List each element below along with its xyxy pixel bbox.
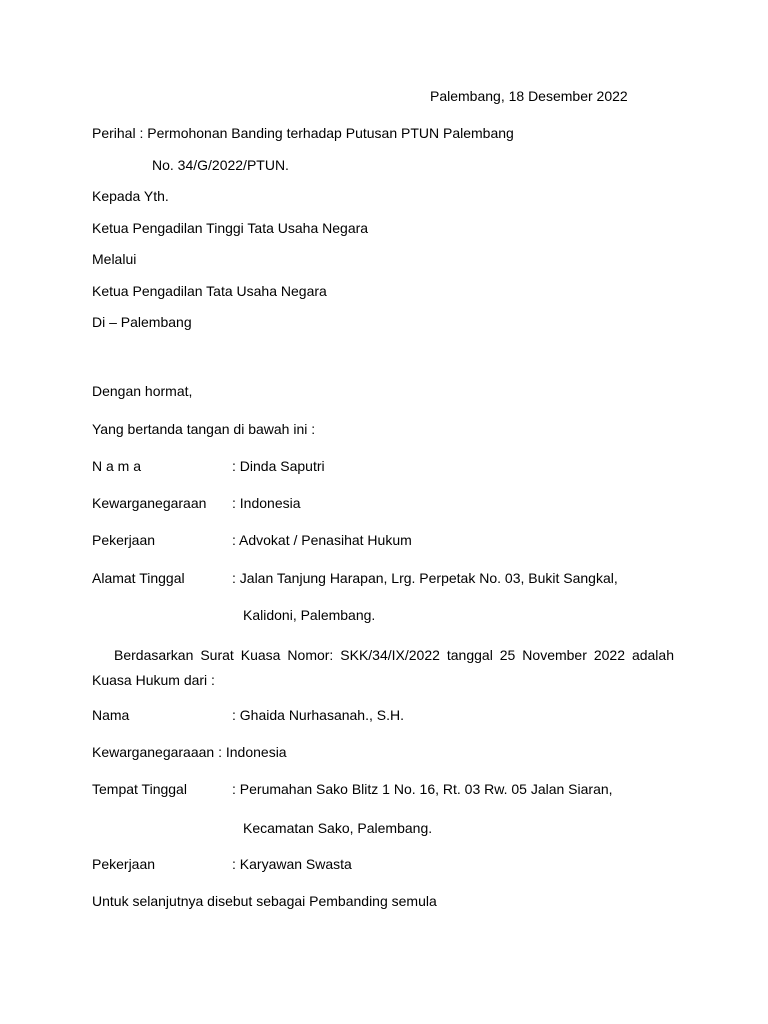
recipient-greeting: Kepada Yth. bbox=[92, 188, 169, 204]
authority-paragraph bbox=[92, 643, 674, 693]
client-address-row bbox=[92, 781, 613, 797]
client-name-row bbox=[92, 707, 404, 723]
intro-line: Yang bertanda tangan di bawah ini : bbox=[92, 421, 316, 437]
client-name-label: Nama bbox=[92, 707, 130, 723]
signer-job-row bbox=[92, 532, 412, 548]
signer-citizenship-value: : Indonesia bbox=[232, 495, 301, 511]
signer-address-label: Alamat Tinggal bbox=[92, 570, 185, 586]
signer-job-label: Pekerjaan bbox=[92, 532, 156, 548]
signer-job-value: : Advokat / Penasihat Hukum bbox=[232, 532, 412, 548]
signer-name-value: : Dinda Saputri bbox=[232, 458, 325, 474]
closing-line: Untuk selanjutnya disebut sebagai Pembanding semula bbox=[92, 893, 437, 909]
recipient-place: Di – Palembang bbox=[92, 314, 192, 330]
signer-name-row bbox=[92, 458, 325, 474]
case-number: No. 34/G/2022/PTUN. bbox=[152, 157, 289, 173]
subject-line: Perihal : Permohonan Banding terhadap Putusan PTUN Palembang bbox=[92, 125, 514, 141]
client-address-value: : Perumahan Sako Blitz 1 No. 16, Rt. 03 Rw. 05 Jalan Siaran, bbox=[232, 781, 613, 797]
client-address-continuation: Kecamatan Sako, Palembang. bbox=[243, 820, 433, 836]
signer-address-row bbox=[92, 570, 618, 586]
signer-citizenship-label: Kewarganegaraan bbox=[92, 495, 207, 511]
client-address-label: Tempat Tinggal bbox=[92, 781, 187, 797]
place-date: Palembang, 18 Desember 2022 bbox=[430, 88, 628, 104]
signer-address-value: : Jalan Tanjung Harapan, Lrg. Perpetak No. 03, Bukit Sangkal, bbox=[232, 570, 618, 586]
client-citizenship-row: Kewarganegaraaan : Indonesia bbox=[92, 744, 287, 760]
salutation: Dengan hormat, bbox=[92, 383, 193, 399]
recipient-via: Melalui bbox=[92, 251, 137, 267]
authority-text: Berdasarkan Surat Kuasa Nomor: SKK/34/IX/2022 tanggal 25 November 2022 adalah Kuasa Hukum dari : bbox=[92, 647, 674, 688]
signer-name-label: N a m a bbox=[92, 458, 142, 474]
signer-citizenship-row bbox=[92, 495, 301, 511]
recipient-line-2: Ketua Pengadilan Tata Usaha Negara bbox=[92, 283, 327, 299]
client-name-value: : Ghaida Nurhasanah., S.H. bbox=[232, 707, 404, 723]
client-job-row bbox=[92, 856, 352, 872]
client-job-label: Pekerjaan bbox=[92, 856, 156, 872]
recipient-line-1: Ketua Pengadilan Tinggi Tata Usaha Negara bbox=[92, 220, 369, 236]
client-job-value: : Karyawan Swasta bbox=[232, 856, 352, 872]
signer-address-continuation: Kalidoni, Palembang. bbox=[243, 607, 376, 623]
